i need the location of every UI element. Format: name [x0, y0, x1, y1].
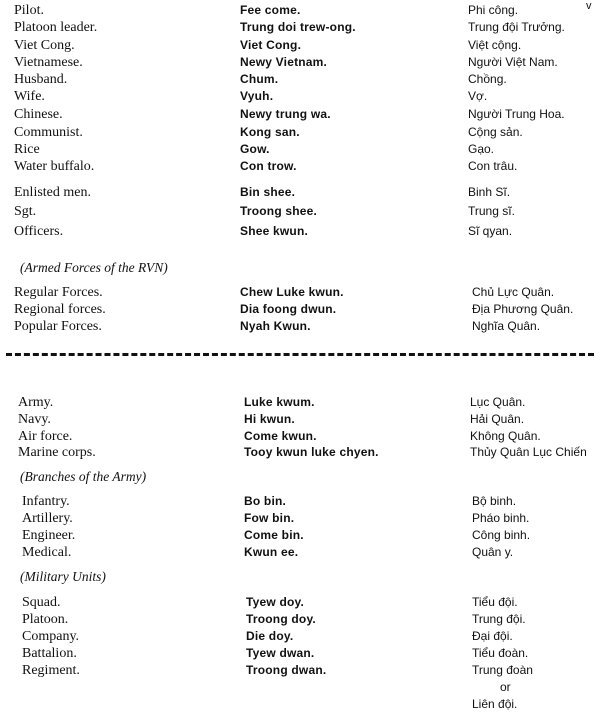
vietnamese-term: Lục Quân. [470, 395, 526, 409]
english-term: Water buffalo. [14, 159, 95, 174]
english-term: Platoon leader. [14, 20, 98, 35]
vietnamese-term: Công binh. [472, 528, 531, 542]
english-term: Air force. [18, 429, 73, 444]
english-term: Enlisted men. [14, 185, 91, 200]
english-term: Engineer. [22, 528, 76, 543]
vocab-row [0, 88, 600, 105]
vocab-row [0, 71, 600, 88]
phonetic-term: Newy trung wa. [240, 107, 331, 121]
vietnamese-term: Trung đội. [472, 612, 526, 626]
vietnamese-term: Hải Quân. [470, 412, 525, 426]
english-term: Army. [18, 395, 54, 410]
vietnamese-term: Trung đội Trưởng. [468, 20, 565, 34]
vocab-row [0, 141, 600, 158]
section-heading: (Military Units) [20, 569, 106, 584]
vietnamese-term: Cộng sản. [468, 125, 523, 139]
vocab-row [0, 19, 600, 36]
vietnamese-term: Người Việt Nam. [468, 55, 558, 69]
vietnamese-term: Con trâu. [468, 159, 518, 173]
phonetic-term: Hi kwun. [244, 412, 295, 426]
corner-mark: v [586, 0, 592, 12]
vocab-row [0, 444, 600, 461]
phonetic-term: Con trow. [240, 159, 297, 173]
vocab-row [0, 184, 600, 201]
vocab-row [0, 124, 600, 141]
vietnamese-term: Vợ. [468, 89, 488, 103]
phonetic-term: Chum. [240, 72, 279, 86]
english-term: Communist. [14, 125, 83, 140]
english-term: Company. [22, 629, 80, 644]
english-term: Infantry. [22, 494, 70, 509]
english-term: Regional forces. [14, 302, 106, 317]
phonetic-term: Bo bin. [244, 494, 287, 508]
english-term: Squad. [22, 595, 61, 610]
dashed-divider [6, 353, 594, 356]
english-term: Battalion. [22, 646, 77, 661]
phonetic-term: Fow bin. [244, 511, 295, 525]
vietnamese-term: Sĩ qyan. [468, 224, 513, 238]
vocab-row [0, 106, 600, 123]
phonetic-term: Kwun ee. [244, 545, 299, 559]
english-term: Chinese. [14, 107, 63, 122]
phonetic-term: Newy Vietnam. [240, 55, 328, 69]
vietnamese-term: Việt cộng. [468, 38, 522, 52]
phonetic-term: Die doy. [246, 629, 294, 643]
english-term: Officers. [14, 224, 64, 239]
phonetic-term: Viet Cong. [240, 38, 302, 52]
vietnamese-term: Tiểu đội. [472, 595, 518, 609]
vocab-row [0, 223, 600, 240]
vocab-row [0, 493, 600, 510]
vietnamese-term: Không Quân. [470, 429, 541, 443]
english-term: Regular Forces. [14, 285, 103, 300]
vocab-row [0, 284, 600, 301]
phonetic-term: Tooy kwun luke chyen. [244, 445, 379, 459]
phonetic-term: Bin shee. [240, 185, 296, 199]
phonetic-term: Vyuh. [240, 89, 274, 103]
vocab-row [0, 645, 600, 662]
section-heading: (Branches of the Army) [20, 469, 147, 484]
vietnamese-term: Trung đoàn [472, 663, 533, 677]
vocab-row [0, 611, 600, 628]
vietnamese-term: Quân y. [472, 545, 514, 559]
phonetic-term: Troong doy. [246, 612, 316, 626]
english-term: Pilot. [14, 3, 44, 18]
vietnamese-term: Gạo. [468, 142, 495, 156]
vietnamese-term: Chồng. [468, 72, 507, 86]
vocab-row [0, 203, 600, 220]
alternative-word: or [500, 680, 511, 694]
english-term: Husband. [14, 72, 68, 87]
vocab-row [0, 527, 600, 544]
phonetic-term: Troong shee. [240, 204, 318, 218]
english-term: Wife. [14, 89, 45, 104]
phonetic-term: Tyew dwan. [246, 646, 315, 660]
vietnamese-term: Chủ Lực Quân. [472, 285, 555, 299]
english-term: Rice [14, 142, 40, 157]
phonetic-term: Tyew doy. [246, 595, 305, 609]
vocab-row [0, 544, 600, 561]
vocab-row [0, 54, 600, 71]
english-term: Platoon. [22, 612, 69, 627]
vietnamese-term: Đại đội. [472, 629, 513, 643]
phonetic-term: Dia foong dwun. [240, 302, 337, 316]
vietnamese-term: Liên đội. [472, 697, 518, 711]
phonetic-term: Come bin. [244, 528, 304, 542]
vocab-row [0, 301, 600, 318]
phonetic-term: Trung doi trew-ong. [240, 20, 356, 34]
vocab-row [0, 662, 600, 679]
english-term: Regiment. [22, 663, 80, 678]
phonetic-term: Gow. [240, 142, 270, 156]
vocab-row [0, 2, 600, 19]
vocab-row [0, 158, 600, 175]
english-term: Sgt. [14, 204, 37, 219]
vocab-row [0, 510, 600, 527]
vietnamese-term: Thủy Quân Lục Chiến [470, 445, 587, 459]
vietnamese-term: Trung sĩ. [468, 204, 515, 218]
vocab-row [0, 411, 600, 428]
vietnamese-term: Nghĩa Quân. [472, 319, 541, 333]
vocab-row [0, 394, 600, 411]
vietnamese-term: Pháo binh. [472, 511, 530, 525]
section-heading: (Armed Forces of the RVN) [20, 260, 168, 275]
english-term: Medical. [22, 545, 72, 560]
english-term: Popular Forces. [14, 319, 102, 334]
vietnamese-term: Phi công. [468, 3, 519, 17]
phonetic-term: Kong san. [240, 125, 300, 139]
vocab-row [0, 628, 600, 645]
phonetic-term: Nyah Kwun. [240, 319, 311, 333]
phonetic-term: Troong dwan. [246, 663, 327, 677]
phonetic-term: Luke kwum. [244, 395, 315, 409]
vocab-row [0, 428, 600, 445]
vietnamese-term: Tiểu đoàn. [472, 646, 529, 660]
phonetic-term: Come kwun. [244, 429, 317, 443]
vietnamese-term: Người Trung Hoa. [468, 107, 565, 121]
english-term: Viet Cong. [14, 38, 75, 53]
english-term: Marine corps. [18, 445, 96, 460]
english-term: Artillery. [22, 511, 73, 526]
vocab-row [0, 318, 600, 335]
english-term: Vietnamese. [14, 55, 83, 70]
vietnamese-term: Bộ binh. [472, 494, 517, 508]
vietnamese-term: Binh Sĩ. [468, 185, 511, 199]
vietnamese-term: Địa Phương Quân. [472, 302, 574, 316]
vocab-row [0, 37, 600, 54]
english-term: Navy. [18, 412, 51, 427]
phonetic-term: Chew Luke kwun. [240, 285, 344, 299]
phonetic-term: Shee kwun. [240, 224, 309, 238]
vocab-row [0, 594, 600, 611]
phonetic-term: Fee come. [240, 3, 301, 17]
